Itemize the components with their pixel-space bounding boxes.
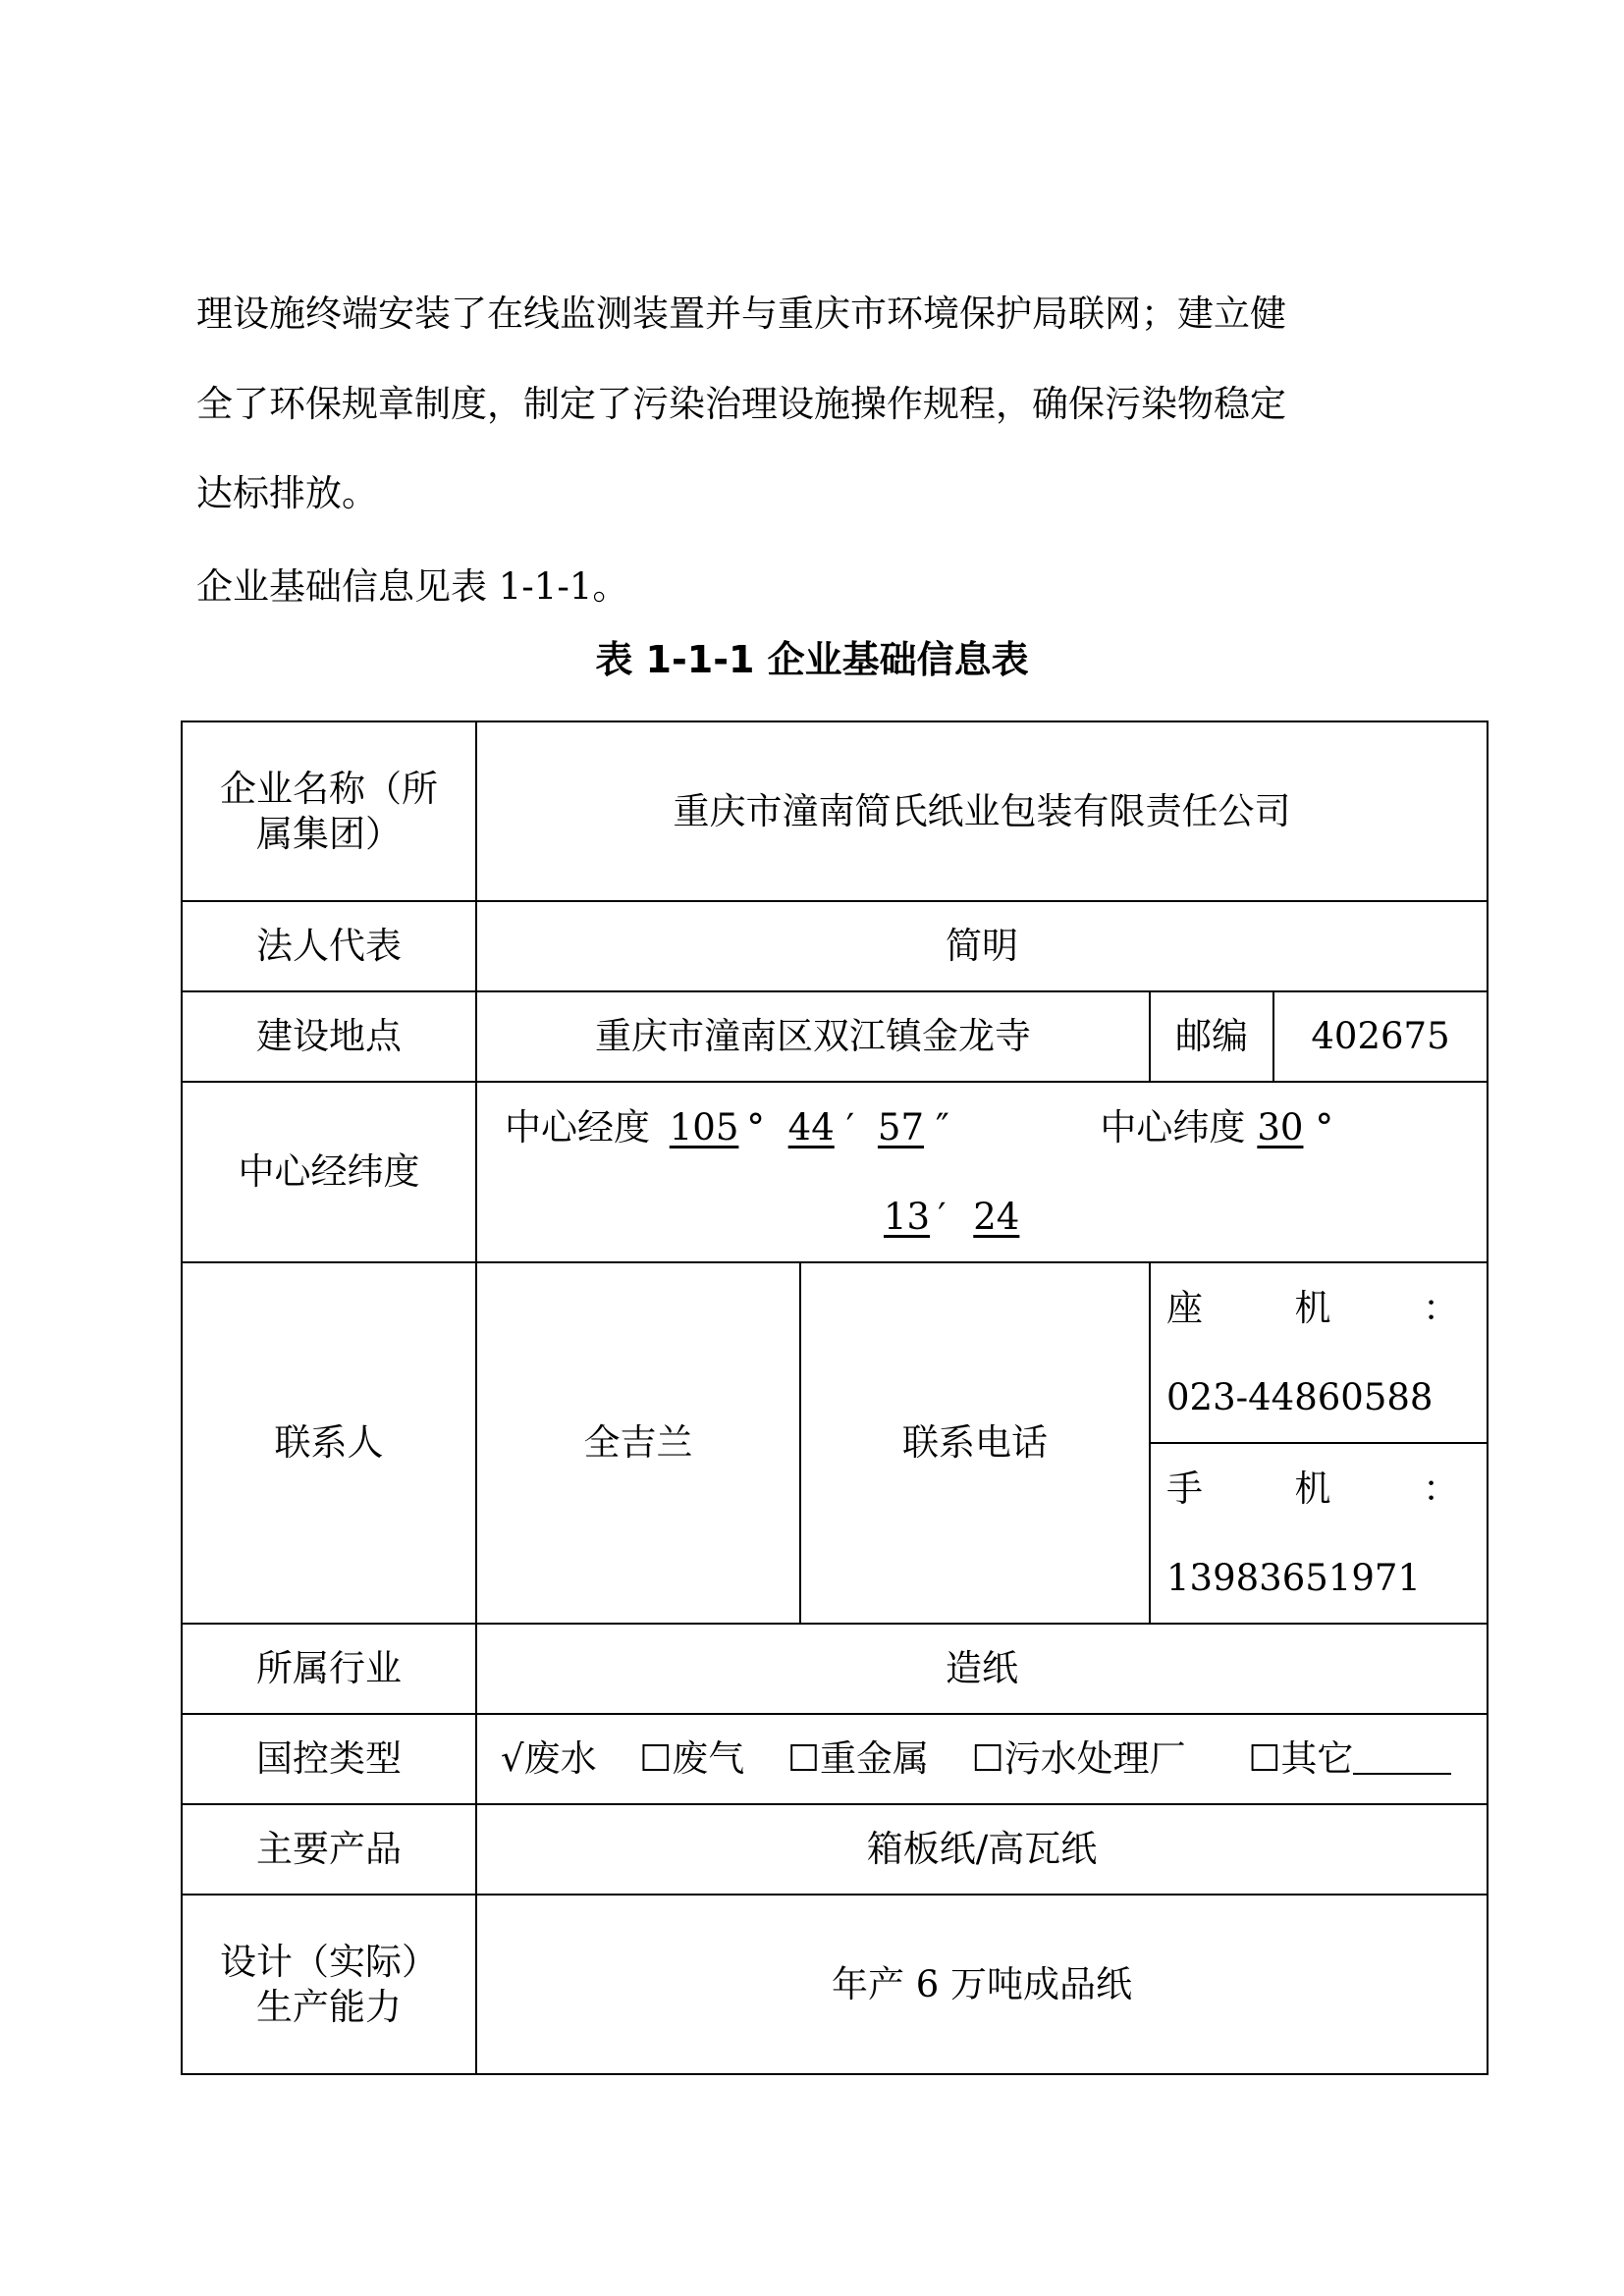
mobile-value: 13983651971 bbox=[1166, 1557, 1421, 1599]
coord-label: 中心经纬度 bbox=[182, 1082, 476, 1262]
postcode-label: 邮编 bbox=[1150, 991, 1273, 1082]
legal-rep-label: 法人代表 bbox=[182, 901, 476, 991]
capacity-label-line2: 生产能力 bbox=[256, 1985, 402, 2028]
row-capacity bbox=[182, 1895, 1488, 2074]
product-value: 箱板纸/高瓦纸 bbox=[476, 1804, 1488, 1895]
mobile-cell bbox=[1150, 1443, 1488, 1624]
mobile-label-b: 机 bbox=[1294, 1468, 1331, 1510]
row-coordinates bbox=[182, 1082, 1488, 1262]
company-label-line1: 企业名称（所 bbox=[220, 767, 438, 810]
capacity-value: 年产 6 万吨成品纸 bbox=[476, 1895, 1488, 2074]
control-option-heavy-metal: ☐重金属 bbox=[786, 1737, 929, 1780]
control-options bbox=[476, 1714, 1488, 1804]
mobile-label-row bbox=[1166, 1444, 1487, 1533]
row-legal-rep bbox=[182, 901, 1488, 991]
lat-sec: 24 bbox=[973, 1196, 1020, 1238]
product-label: 主要产品 bbox=[182, 1804, 476, 1895]
lon-deg: 105 bbox=[669, 1106, 739, 1148]
landline-value: 023-44860588 bbox=[1166, 1376, 1434, 1418]
contact-label: 联系人 bbox=[182, 1262, 476, 1624]
enterprise-info-table bbox=[181, 721, 1489, 2075]
paragraph-line-1: 理设施终端安装了在线监测装置并与重庆市环境保护局联网；建立健 bbox=[196, 293, 1286, 335]
row-control-type bbox=[182, 1714, 1488, 1804]
deg-mark-2: ° bbox=[1315, 1106, 1333, 1148]
company-label bbox=[182, 721, 476, 901]
phone-label: 联系电话 bbox=[800, 1262, 1150, 1624]
paragraph-line-4: 企业基础信息见表 1-1-1。 bbox=[196, 565, 629, 608]
coord-line-1 bbox=[477, 1083, 1487, 1172]
coord-line-2 bbox=[477, 1172, 1487, 1261]
min-mark: ′ bbox=[845, 1106, 855, 1148]
lat-min: 13 bbox=[884, 1196, 931, 1238]
landline-cell bbox=[1150, 1262, 1488, 1443]
capacity-label-line1: 设计（实际） bbox=[220, 1940, 438, 1983]
table-title: 表 1-1-1 企业基础信息表 bbox=[595, 638, 1029, 681]
paragraph-line-2: 全了环保规章制度，制定了污染治理设施操作规程，确保污染物稳定 bbox=[196, 383, 1286, 425]
coord-value bbox=[476, 1082, 1488, 1262]
row-contact-1 bbox=[182, 1262, 1488, 1443]
contact-value: 全吉兰 bbox=[476, 1262, 800, 1624]
lat-label: 中心纬度 bbox=[1100, 1106, 1246, 1148]
company-value: 重庆市潼南简氏纸业包装有限责任公司 bbox=[476, 721, 1488, 901]
lon-label: 中心经度 bbox=[505, 1106, 650, 1148]
capacity-label bbox=[182, 1895, 476, 2074]
min-mark-2: ′ bbox=[938, 1196, 947, 1238]
company-label-line2: 属集团） bbox=[256, 812, 402, 855]
row-industry bbox=[182, 1624, 1488, 1714]
industry-value: 造纸 bbox=[476, 1624, 1488, 1714]
landline-colon: ： bbox=[1423, 1287, 1459, 1329]
site-label: 建设地点 bbox=[182, 991, 476, 1082]
control-option-sewage-plant: ☐污水处理厂 bbox=[971, 1737, 1186, 1780]
control-option-waste-gas: ☐废气 bbox=[639, 1737, 745, 1780]
control-option-wastewater: √废水 bbox=[501, 1737, 597, 1780]
control-label: 国控类型 bbox=[182, 1714, 476, 1804]
lat-deg: 30 bbox=[1257, 1106, 1304, 1148]
lon-min: 44 bbox=[787, 1106, 835, 1148]
mobile-colon: ： bbox=[1423, 1468, 1459, 1510]
postcode-value: 402675 bbox=[1273, 991, 1488, 1082]
landline-label-row bbox=[1166, 1263, 1487, 1353]
mobile-label-a: 手 bbox=[1166, 1468, 1203, 1510]
lon-sec: 57 bbox=[877, 1106, 925, 1148]
landline-label-a: 座 bbox=[1166, 1287, 1203, 1329]
sec-mark: ″ bbox=[936, 1106, 949, 1148]
row-company bbox=[182, 721, 1488, 901]
industry-label: 所属行业 bbox=[182, 1624, 476, 1714]
control-option-other: ☐其它 bbox=[1248, 1737, 1354, 1780]
paragraph-line-3: 达标排放。 bbox=[196, 472, 378, 514]
other-blank-line bbox=[1353, 1737, 1451, 1775]
legal-rep-value: 简明 bbox=[476, 901, 1488, 991]
deg-mark: ° bbox=[746, 1106, 765, 1148]
row-product bbox=[182, 1804, 1488, 1895]
row-site bbox=[182, 991, 1488, 1082]
landline-label-b: 机 bbox=[1294, 1287, 1331, 1329]
site-value: 重庆市潼南区双江镇金龙寺 bbox=[476, 991, 1150, 1082]
